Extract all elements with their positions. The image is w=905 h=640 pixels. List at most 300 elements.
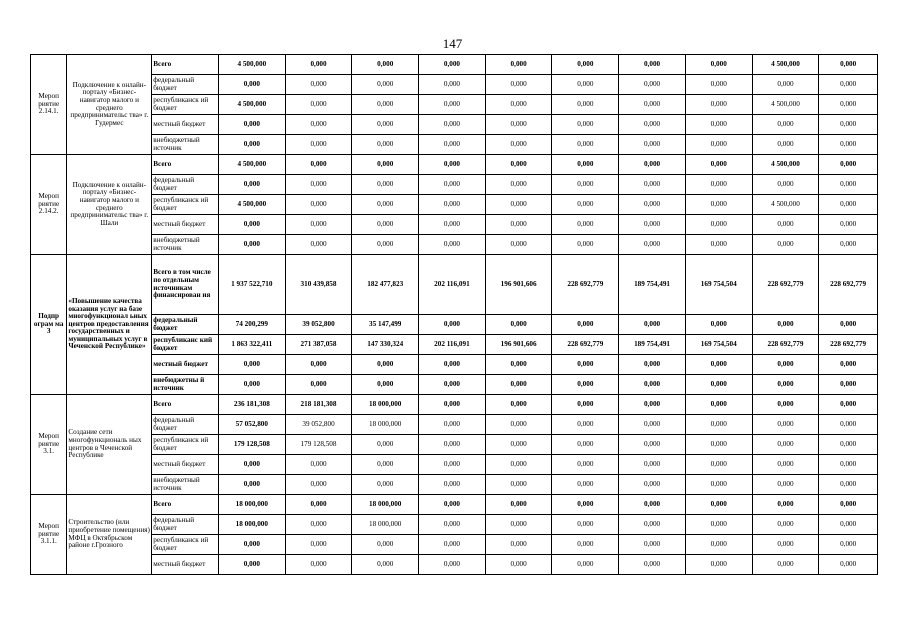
value-cell: 0,000 bbox=[485, 95, 552, 115]
value-cell: 0,000 bbox=[485, 415, 552, 435]
value-cell: 0,000 bbox=[619, 195, 686, 215]
value-cell: 39 052,800 bbox=[285, 415, 352, 435]
value-cell: 57 052,800 bbox=[218, 415, 285, 435]
funding-source-cell: республиканск ий бюджет bbox=[152, 195, 219, 215]
value-cell: 196 901,606 bbox=[485, 255, 552, 315]
value-cell: 0,000 bbox=[819, 215, 878, 235]
value-cell: 39 052,800 bbox=[285, 315, 352, 335]
value-cell: 0,000 bbox=[552, 155, 619, 175]
value-cell: 0,000 bbox=[285, 495, 352, 515]
value-cell: 0,000 bbox=[819, 155, 878, 175]
value-cell: 0,000 bbox=[285, 215, 352, 235]
value-cell: 0,000 bbox=[419, 395, 486, 415]
value-cell: 0,000 bbox=[752, 175, 819, 195]
value-cell: 0,000 bbox=[819, 395, 878, 415]
value-cell: 0,000 bbox=[552, 495, 619, 515]
value-cell: 0,000 bbox=[685, 395, 752, 415]
table-body bbox=[31, 55, 878, 575]
value-cell: 0,000 bbox=[619, 75, 686, 95]
value-cell: 0,000 bbox=[619, 395, 686, 415]
value-cell: 0,000 bbox=[819, 475, 878, 495]
measure-code-cell: Мероп риятие 2.14.1. bbox=[31, 55, 67, 155]
value-cell: 4 500,000 bbox=[218, 95, 285, 115]
value-cell: 0,000 bbox=[685, 175, 752, 195]
table-row bbox=[31, 95, 878, 115]
funding-source-cell: местный бюджет bbox=[152, 555, 219, 575]
table-row bbox=[31, 135, 878, 155]
value-cell: 0,000 bbox=[285, 375, 352, 395]
value-cell: 0,000 bbox=[552, 515, 619, 535]
value-cell: 0,000 bbox=[752, 135, 819, 155]
value-cell: 0,000 bbox=[352, 135, 419, 155]
value-cell: 0,000 bbox=[419, 515, 486, 535]
value-cell: 0,000 bbox=[685, 375, 752, 395]
value-cell: 0,000 bbox=[352, 535, 419, 555]
value-cell: 0,000 bbox=[685, 95, 752, 115]
value-cell: 0,000 bbox=[552, 115, 619, 135]
value-cell: 0,000 bbox=[419, 375, 486, 395]
value-cell: 0,000 bbox=[619, 535, 686, 555]
value-cell: 74 200,299 bbox=[218, 315, 285, 335]
value-cell: 1 937 522,710 bbox=[218, 255, 285, 315]
value-cell: 0,000 bbox=[352, 95, 419, 115]
value-cell: 35 147,499 bbox=[352, 315, 419, 335]
value-cell: 0,000 bbox=[218, 355, 285, 375]
value-cell: 0,000 bbox=[485, 115, 552, 135]
value-cell: 0,000 bbox=[752, 475, 819, 495]
value-cell: 0,000 bbox=[752, 395, 819, 415]
value-cell: 0,000 bbox=[218, 215, 285, 235]
value-cell: 0,000 bbox=[218, 235, 285, 255]
value-cell: 0,000 bbox=[685, 355, 752, 375]
value-cell: 0,000 bbox=[619, 215, 686, 235]
value-cell: 0,000 bbox=[218, 175, 285, 195]
value-cell: 0,000 bbox=[619, 435, 686, 455]
value-cell: 228 692,779 bbox=[552, 255, 619, 315]
value-cell: 202 116,091 bbox=[419, 335, 486, 355]
value-cell: 0,000 bbox=[619, 315, 686, 335]
value-cell: 0,000 bbox=[419, 235, 486, 255]
value-cell: 0,000 bbox=[819, 135, 878, 155]
funding-source-cell: республиканск ий бюджет bbox=[152, 435, 219, 455]
value-cell: 0,000 bbox=[419, 435, 486, 455]
value-cell: 0,000 bbox=[485, 235, 552, 255]
value-cell: 0,000 bbox=[352, 75, 419, 95]
value-cell: 0,000 bbox=[685, 455, 752, 475]
value-cell: 0,000 bbox=[819, 455, 878, 475]
table-row bbox=[31, 235, 878, 255]
value-cell: 0,000 bbox=[218, 115, 285, 135]
value-cell: 0,000 bbox=[352, 555, 419, 575]
value-cell: 0,000 bbox=[685, 215, 752, 235]
value-cell: 0,000 bbox=[485, 395, 552, 415]
value-cell: 0,000 bbox=[819, 75, 878, 95]
value-cell: 0,000 bbox=[619, 455, 686, 475]
value-cell: 4 500,000 bbox=[752, 195, 819, 215]
value-cell: 0,000 bbox=[619, 95, 686, 115]
measure-name-cell: Строительство (или приобретение помещения) МФЦ в Октябрьском районе г.Грозного bbox=[67, 495, 152, 575]
value-cell: 0,000 bbox=[752, 235, 819, 255]
funding-source-cell: республиканск ий бюджет bbox=[152, 95, 219, 115]
value-cell: 0,000 bbox=[619, 235, 686, 255]
table-row bbox=[31, 415, 878, 435]
value-cell: 228 692,779 bbox=[819, 255, 878, 315]
value-cell: 0,000 bbox=[685, 235, 752, 255]
value-cell: 0,000 bbox=[685, 195, 752, 215]
page-number: 147 bbox=[442, 36, 463, 51]
value-cell: 0,000 bbox=[819, 195, 878, 215]
funding-source-cell: местный бюджет bbox=[152, 455, 219, 475]
value-cell: 0,000 bbox=[285, 515, 352, 535]
value-cell: 0,000 bbox=[485, 195, 552, 215]
value-cell: 0,000 bbox=[419, 175, 486, 195]
value-cell: 0,000 bbox=[752, 455, 819, 475]
measure-code-cell: Мероп риятие 3.1. bbox=[31, 395, 67, 495]
value-cell: 0,000 bbox=[485, 355, 552, 375]
value-cell: 0,000 bbox=[485, 535, 552, 555]
table-row bbox=[31, 475, 878, 495]
table-row bbox=[31, 375, 878, 395]
value-cell: 18 000,000 bbox=[352, 515, 419, 535]
measure-code-cell: Мероп риятие 2.14.2. bbox=[31, 155, 67, 255]
funding-source-cell: Всего bbox=[152, 495, 219, 515]
table-row bbox=[31, 215, 878, 235]
value-cell: 0,000 bbox=[552, 355, 619, 375]
value-cell: 0,000 bbox=[552, 55, 619, 75]
value-cell: 18 000,000 bbox=[218, 495, 285, 515]
value-cell: 0,000 bbox=[218, 555, 285, 575]
table-row bbox=[31, 75, 878, 95]
value-cell: 0,000 bbox=[752, 555, 819, 575]
value-cell: 0,000 bbox=[419, 475, 486, 495]
value-cell: 0,000 bbox=[819, 55, 878, 75]
value-cell: 4 500,000 bbox=[752, 95, 819, 115]
value-cell: 0,000 bbox=[218, 135, 285, 155]
value-cell: 0,000 bbox=[485, 515, 552, 535]
value-cell: 0,000 bbox=[619, 495, 686, 515]
measure-code-cell: Мероп риятие 3.1.1. bbox=[31, 495, 67, 575]
value-cell: 0,000 bbox=[552, 475, 619, 495]
value-cell: 0,000 bbox=[685, 115, 752, 135]
value-cell: 0,000 bbox=[285, 235, 352, 255]
value-cell: 0,000 bbox=[285, 55, 352, 75]
value-cell: 0,000 bbox=[352, 455, 419, 475]
table-row bbox=[31, 195, 878, 215]
value-cell: 0,000 bbox=[485, 435, 552, 455]
measure-name-cell: «Повышение качества оказания услуг на базе многофункционал ьных центров предоставления государственных и муниципальных услуг в Чеченской Республике» bbox=[67, 255, 152, 395]
value-cell: 0,000 bbox=[619, 55, 686, 75]
value-cell: 0,000 bbox=[485, 475, 552, 495]
value-cell: 271 387,058 bbox=[285, 335, 352, 355]
value-cell: 0,000 bbox=[419, 115, 486, 135]
value-cell: 0,000 bbox=[685, 515, 752, 535]
measure-name-cell: Подключение к онлайн-порталу «Бизнес-навигатор малого и среднего предпринимательс тва» г. Шали bbox=[67, 155, 152, 255]
value-cell: 0,000 bbox=[819, 535, 878, 555]
value-cell: 147 330,324 bbox=[352, 335, 419, 355]
value-cell: 169 754,504 bbox=[685, 255, 752, 315]
value-cell: 0,000 bbox=[552, 555, 619, 575]
value-cell: 0,000 bbox=[552, 395, 619, 415]
value-cell: 0,000 bbox=[419, 135, 486, 155]
funding-source-cell: внебюджетны й источник bbox=[152, 375, 219, 395]
value-cell: 0,000 bbox=[419, 535, 486, 555]
value-cell: 0,000 bbox=[552, 215, 619, 235]
table-row bbox=[31, 455, 878, 475]
table-row bbox=[31, 355, 878, 375]
value-cell: 0,000 bbox=[819, 115, 878, 135]
value-cell: 0,000 bbox=[619, 115, 686, 135]
value-cell: 0,000 bbox=[685, 415, 752, 435]
value-cell: 0,000 bbox=[685, 75, 752, 95]
table-row bbox=[31, 515, 878, 535]
value-cell: 0,000 bbox=[819, 375, 878, 395]
value-cell: 310 439,858 bbox=[285, 255, 352, 315]
value-cell: 0,000 bbox=[352, 55, 419, 75]
funding-source-cell: внебюджетный источник bbox=[152, 235, 219, 255]
value-cell: 0,000 bbox=[485, 455, 552, 475]
table-row bbox=[31, 315, 878, 335]
value-cell: 0,000 bbox=[485, 155, 552, 175]
value-cell: 0,000 bbox=[285, 355, 352, 375]
value-cell: 0,000 bbox=[285, 175, 352, 195]
value-cell: 0,000 bbox=[752, 415, 819, 435]
funding-source-cell: республиканск ий бюджет bbox=[152, 535, 219, 555]
value-cell: 179 128,508 bbox=[218, 435, 285, 455]
value-cell: 0,000 bbox=[352, 375, 419, 395]
value-cell: 0,000 bbox=[819, 515, 878, 535]
value-cell: 18 000,000 bbox=[218, 515, 285, 535]
funding-source-cell: Всего bbox=[152, 155, 219, 175]
value-cell: 0,000 bbox=[685, 315, 752, 335]
value-cell: 228 692,779 bbox=[552, 335, 619, 355]
value-cell: 0,000 bbox=[619, 175, 686, 195]
value-cell: 0,000 bbox=[619, 415, 686, 435]
value-cell: 4 500,000 bbox=[218, 55, 285, 75]
table-row bbox=[31, 495, 878, 515]
value-cell: 0,000 bbox=[352, 215, 419, 235]
value-cell: 0,000 bbox=[552, 195, 619, 215]
value-cell: 4 500,000 bbox=[752, 55, 819, 75]
value-cell: 0,000 bbox=[285, 75, 352, 95]
value-cell: 0,000 bbox=[819, 555, 878, 575]
value-cell: 0,000 bbox=[819, 175, 878, 195]
value-cell: 0,000 bbox=[352, 355, 419, 375]
value-cell: 18 000,000 bbox=[352, 395, 419, 415]
value-cell: 0,000 bbox=[285, 195, 352, 215]
budget-table bbox=[30, 54, 878, 575]
value-cell: 0,000 bbox=[552, 235, 619, 255]
value-cell: 182 477,823 bbox=[352, 255, 419, 315]
value-cell: 0,000 bbox=[352, 195, 419, 215]
funding-source-cell: федеральный бюджет bbox=[152, 175, 219, 195]
funding-source-cell: местный бюджет bbox=[152, 355, 219, 375]
table-row bbox=[31, 395, 878, 415]
funding-source-cell: Всего bbox=[152, 55, 219, 75]
table-row bbox=[31, 335, 878, 355]
value-cell: 0,000 bbox=[685, 435, 752, 455]
value-cell: 0,000 bbox=[352, 115, 419, 135]
value-cell: 0,000 bbox=[552, 135, 619, 155]
value-cell: 0,000 bbox=[752, 215, 819, 235]
value-cell: 0,000 bbox=[819, 95, 878, 115]
value-cell: 228 692,779 bbox=[752, 335, 819, 355]
value-cell: 0,000 bbox=[619, 375, 686, 395]
value-cell: 0,000 bbox=[285, 115, 352, 135]
value-cell: 0,000 bbox=[419, 215, 486, 235]
value-cell: 0,000 bbox=[485, 75, 552, 95]
value-cell: 0,000 bbox=[685, 475, 752, 495]
value-cell: 0,000 bbox=[685, 495, 752, 515]
value-cell: 0,000 bbox=[552, 315, 619, 335]
value-cell: 0,000 bbox=[419, 555, 486, 575]
value-cell: 0,000 bbox=[752, 115, 819, 135]
value-cell: 0,000 bbox=[285, 95, 352, 115]
value-cell: 0,000 bbox=[485, 215, 552, 235]
value-cell: 228 692,779 bbox=[819, 335, 878, 355]
value-cell: 0,000 bbox=[419, 55, 486, 75]
funding-source-cell: федеральный бюджет bbox=[152, 315, 219, 335]
value-cell: 0,000 bbox=[552, 535, 619, 555]
value-cell: 0,000 bbox=[218, 75, 285, 95]
measure-code-cell: Подпр ограм ма 3 bbox=[31, 255, 67, 395]
funding-source-cell: Всего bbox=[152, 395, 219, 415]
value-cell: 0,000 bbox=[419, 75, 486, 95]
value-cell: 0,000 bbox=[218, 535, 285, 555]
value-cell: 189 754,491 bbox=[619, 335, 686, 355]
value-cell: 0,000 bbox=[352, 435, 419, 455]
value-cell: 0,000 bbox=[552, 175, 619, 195]
value-cell: 0,000 bbox=[752, 495, 819, 515]
value-cell: 0,000 bbox=[485, 135, 552, 155]
value-cell: 0,000 bbox=[285, 475, 352, 495]
value-cell: 0,000 bbox=[819, 315, 878, 335]
value-cell: 0,000 bbox=[419, 415, 486, 435]
value-cell: 236 181,308 bbox=[218, 395, 285, 415]
funding-source-cell: республиканс кий бюджет bbox=[152, 335, 219, 355]
value-cell: 0,000 bbox=[685, 55, 752, 75]
value-cell: 0,000 bbox=[552, 95, 619, 115]
value-cell: 0,000 bbox=[285, 535, 352, 555]
value-cell: 0,000 bbox=[752, 75, 819, 95]
value-cell: 1 863 322,411 bbox=[218, 335, 285, 355]
value-cell: 0,000 bbox=[218, 375, 285, 395]
measure-name-cell: Подключение к онлайн-порталу «Бизнес-навигатор малого и среднего предпринимательс тва» г. Гудермес bbox=[67, 55, 152, 155]
value-cell: 0,000 bbox=[819, 235, 878, 255]
value-cell: 0,000 bbox=[218, 455, 285, 475]
table-row bbox=[31, 115, 878, 135]
value-cell: 202 116,091 bbox=[419, 255, 486, 315]
value-cell: 0,000 bbox=[752, 315, 819, 335]
value-cell: 0,000 bbox=[352, 235, 419, 255]
value-cell: 0,000 bbox=[619, 155, 686, 175]
funding-source-cell: внебюджетный источник bbox=[152, 135, 219, 155]
value-cell: 4 500,000 bbox=[752, 155, 819, 175]
value-cell: 0,000 bbox=[419, 455, 486, 475]
table-row bbox=[31, 55, 878, 75]
value-cell: 0,000 bbox=[419, 355, 486, 375]
value-cell: 0,000 bbox=[285, 155, 352, 175]
value-cell: 0,000 bbox=[352, 175, 419, 195]
funding-source-cell: местный бюджет bbox=[152, 215, 219, 235]
funding-source-cell: федеральный бюджет bbox=[152, 415, 219, 435]
value-cell: 0,000 bbox=[352, 155, 419, 175]
funding-source-cell: Всего в том числе по отдельным источникам финансирован ия bbox=[152, 255, 219, 315]
value-cell: 0,000 bbox=[419, 95, 486, 115]
value-cell: 0,000 bbox=[819, 355, 878, 375]
funding-source-cell: федеральный бюджет bbox=[152, 75, 219, 95]
value-cell: 0,000 bbox=[685, 555, 752, 575]
funding-source-cell: местный бюджет bbox=[152, 115, 219, 135]
value-cell: 179 128,508 bbox=[285, 435, 352, 455]
value-cell: 169 754,504 bbox=[685, 335, 752, 355]
value-cell: 0,000 bbox=[619, 515, 686, 535]
value-cell: 0,000 bbox=[752, 515, 819, 535]
table-row bbox=[31, 435, 878, 455]
value-cell: 0,000 bbox=[285, 135, 352, 155]
value-cell: 0,000 bbox=[552, 455, 619, 475]
value-cell: 0,000 bbox=[752, 535, 819, 555]
value-cell: 0,000 bbox=[685, 135, 752, 155]
value-cell: 0,000 bbox=[352, 475, 419, 495]
value-cell: 0,000 bbox=[619, 555, 686, 575]
value-cell: 0,000 bbox=[552, 435, 619, 455]
value-cell: 0,000 bbox=[819, 435, 878, 455]
value-cell: 0,000 bbox=[685, 535, 752, 555]
value-cell: 0,000 bbox=[419, 155, 486, 175]
value-cell: 0,000 bbox=[819, 495, 878, 515]
value-cell: 0,000 bbox=[619, 475, 686, 495]
funding-source-cell: федеральный бюджет bbox=[152, 515, 219, 535]
value-cell: 0,000 bbox=[619, 135, 686, 155]
value-cell: 228 692,779 bbox=[752, 255, 819, 315]
value-cell: 0,000 bbox=[485, 555, 552, 575]
value-cell: 189 754,491 bbox=[619, 255, 686, 315]
value-cell: 18 000,000 bbox=[352, 415, 419, 435]
value-cell: 0,000 bbox=[752, 375, 819, 395]
value-cell: 0,000 bbox=[552, 75, 619, 95]
value-cell: 18 000,000 bbox=[352, 495, 419, 515]
value-cell: 0,000 bbox=[485, 175, 552, 195]
value-cell: 0,000 bbox=[752, 355, 819, 375]
value-cell: 0,000 bbox=[485, 495, 552, 515]
value-cell: 0,000 bbox=[218, 475, 285, 495]
value-cell: 0,000 bbox=[419, 315, 486, 335]
table-row bbox=[31, 175, 878, 195]
value-cell: 0,000 bbox=[819, 415, 878, 435]
value-cell: 196 901,606 bbox=[485, 335, 552, 355]
value-cell: 0,000 bbox=[685, 155, 752, 175]
value-cell: 0,000 bbox=[552, 415, 619, 435]
value-cell: 0,000 bbox=[752, 435, 819, 455]
value-cell: 0,000 bbox=[619, 355, 686, 375]
table-row bbox=[31, 535, 878, 555]
table-row bbox=[31, 255, 878, 315]
value-cell: 4 500,000 bbox=[218, 155, 285, 175]
value-cell: 0,000 bbox=[285, 455, 352, 475]
value-cell: 0,000 bbox=[552, 375, 619, 395]
value-cell: 0,000 bbox=[419, 195, 486, 215]
value-cell: 0,000 bbox=[485, 375, 552, 395]
table-row bbox=[31, 555, 878, 575]
table-row bbox=[31, 155, 878, 175]
value-cell: 218 181,308 bbox=[285, 395, 352, 415]
funding-source-cell: внебюджетный источник bbox=[152, 475, 219, 495]
value-cell: 4 500,000 bbox=[218, 195, 285, 215]
value-cell: 0,000 bbox=[485, 315, 552, 335]
value-cell: 0,000 bbox=[285, 555, 352, 575]
measure-name-cell: Создание сети многофункциональ ных центров в Чеченской Республике bbox=[67, 395, 152, 495]
value-cell: 0,000 bbox=[419, 495, 486, 515]
